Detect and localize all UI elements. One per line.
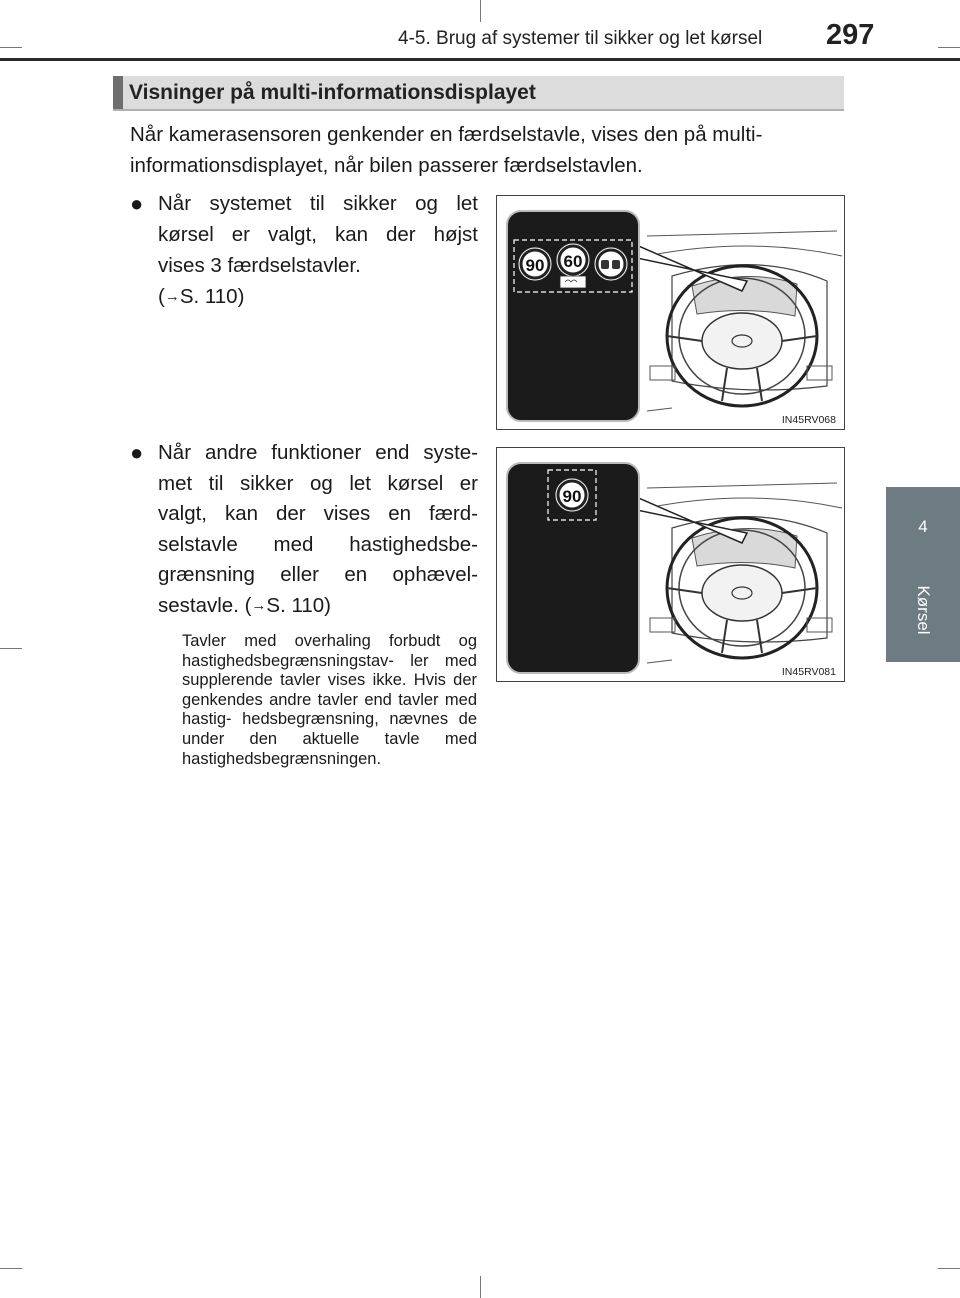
speed-sign-value: 90 [562, 487, 582, 506]
bullet-line: met til sikker og let kørsel er [158, 471, 478, 495]
crop-mark [938, 47, 960, 48]
bullet-item [130, 188, 478, 312]
chapter-label-text: Kørsel [914, 585, 933, 635]
figure-display-single-sign [496, 447, 845, 682]
intro-line: informationsdisplayet, når bilen passerer færdselstavlen. [130, 154, 643, 177]
cockpit-illustration [497, 448, 846, 683]
bullet-line: Når systemet til sikker og let [158, 192, 478, 215]
cockpit-illustration [497, 196, 846, 431]
bullet-line: grænsning eller en ophævel- [158, 563, 478, 586]
crop-mark [480, 1276, 481, 1298]
bullet-icon: ● [130, 191, 144, 216]
bullet-line: Når andre funktioner end syste- [158, 441, 478, 464]
heading-accent [113, 76, 123, 109]
intro-line: Når kamerasensoren genkender en færdselstavle, vises den på multi- [130, 123, 763, 146]
bullet-line: vises 3 færdselstavler. [158, 254, 361, 277]
bullet-line: valgt, kan der vises en færd- [158, 502, 478, 525]
section-heading-text: Visninger på multi-informationsdisplayet [129, 81, 536, 104]
speed-sign-value: 60 [563, 252, 583, 271]
intro-paragraph [130, 119, 845, 181]
figure-code: IN45RV068 [781, 414, 836, 426]
figure-code: IN45RV081 [781, 666, 836, 678]
chapter-number: 4 [918, 517, 928, 536]
chapter-label [886, 565, 960, 655]
no-overtaking-sign-icon [594, 247, 628, 281]
speed-sign-90 [555, 478, 589, 512]
page-reference[interactable]: (→S. 110) [158, 285, 245, 308]
crop-mark [938, 1268, 960, 1269]
section-heading [113, 76, 844, 111]
speed-sign-value: 90 [525, 256, 545, 275]
chapter-tab [886, 487, 960, 662]
section-title: 4-5. Brug af systemer til sikker og let kørsel [398, 28, 763, 49]
bullet-icon: ● [130, 440, 144, 465]
bullet-line: selstavle med hastighedsbe- [158, 532, 478, 556]
figure-display-three-signs [496, 195, 845, 430]
speed-sign-90 [518, 247, 552, 281]
bullet-item [130, 438, 478, 621]
crop-mark [0, 47, 22, 48]
note-text: Tavler med overhaling forbudt og hastighedsbegrænsningstav- ler med supplerende tavler vises ikke. Hvis der genkendes andre tavler end tavler med hastig- hedsbegrænsning, nævnes de under den aktuelle tavle med hastighedsbegrænsningen. [182, 632, 477, 768]
bullet-line: kørsel er valgt, kan der højst [158, 223, 478, 246]
arrow-right-icon: → [164, 288, 180, 305]
page-number: 297 [826, 19, 875, 51]
crop-mark [480, 0, 481, 22]
crop-mark [0, 1268, 22, 1269]
page-reference[interactable]: sestavle. (→S. 110) [158, 593, 331, 617]
speed-sign-60 [556, 243, 590, 288]
header-rule [0, 58, 960, 61]
rain-supplementary-plate-icon [560, 276, 586, 288]
arrow-right-icon: → [251, 596, 267, 614]
crop-mark [0, 648, 22, 649]
